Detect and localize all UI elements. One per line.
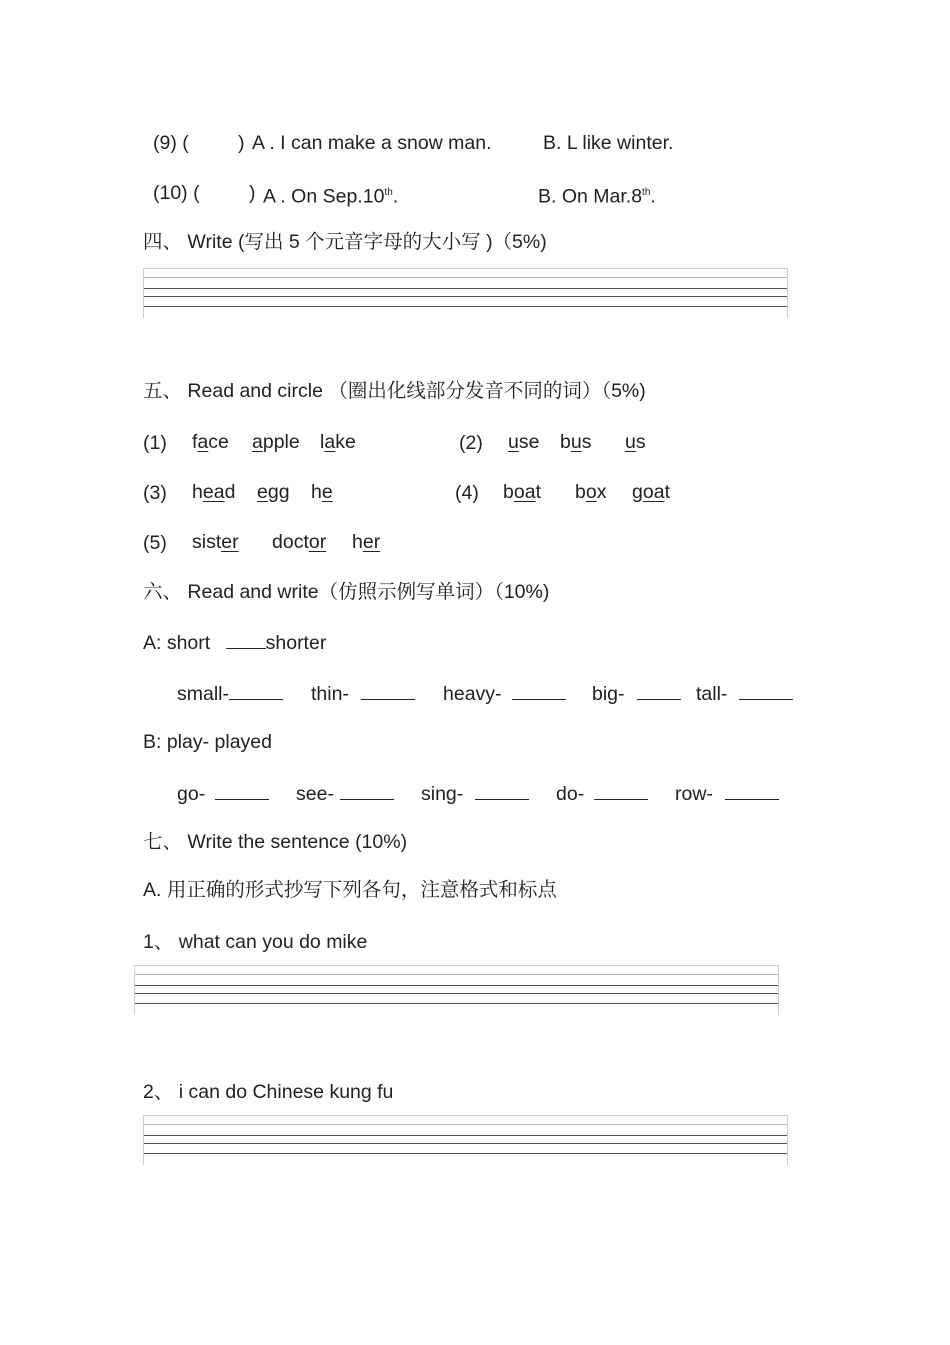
- q9-answer-paren: ): [238, 132, 245, 154]
- word-box: box: [575, 481, 607, 503]
- part-a-item-tall: tall-: [696, 681, 793, 706]
- writing-lines-1[interactable]: [143, 268, 788, 318]
- circle-row-1-number: (1): [143, 432, 167, 454]
- part-a-item-big: big-: [592, 681, 681, 706]
- answer-blank[interactable]: [475, 781, 529, 800]
- circle-row-4-number: (4): [455, 482, 479, 504]
- word-use: use: [508, 431, 540, 453]
- part-b-item-go: go-: [177, 781, 269, 806]
- part-a-item-small: small-: [177, 681, 283, 706]
- answer-blank[interactable]: [229, 681, 283, 700]
- part-b-item-do: do-: [556, 781, 648, 806]
- word-doctor: doctor: [272, 531, 327, 553]
- q10-answer-paren: ): [249, 182, 256, 204]
- word-sister: sister: [192, 531, 239, 553]
- sentence-1: 1、 what can you do mike: [143, 931, 368, 953]
- circle-row-2-number: (2): [459, 432, 483, 454]
- circle-row-3-number: (3): [143, 482, 167, 504]
- word-lake: lake: [320, 431, 356, 453]
- answer-blank[interactable]: [361, 681, 415, 700]
- word-bus: bus: [560, 431, 592, 453]
- word-he: he: [311, 481, 333, 503]
- word-apple: apple: [252, 431, 300, 453]
- word-goat: goat: [632, 481, 670, 503]
- q10-number: (10) (: [153, 182, 200, 204]
- answer-blank[interactable]: [512, 681, 566, 700]
- word-face: face: [192, 431, 229, 453]
- q10-option-a: A . On Sep.10th.: [263, 185, 399, 208]
- word-head: head: [192, 481, 236, 503]
- answer-blank[interactable]: [594, 781, 648, 800]
- sentence-2: 2、 i can do Chinese kung fu: [143, 1081, 394, 1103]
- word-us: us: [625, 431, 646, 453]
- answer-blank[interactable]: [739, 681, 793, 700]
- answer-blank[interactable]: [725, 781, 779, 800]
- q9-option-b: B. L like winter.: [543, 132, 674, 154]
- section-7-title: 七、 Write the sentence (10%): [143, 831, 408, 853]
- writing-lines-3[interactable]: [143, 1115, 788, 1165]
- q9-option-a: A . I can make a snow man.: [252, 132, 492, 154]
- part-b-item-see: see-: [296, 781, 394, 806]
- word-egg: egg: [257, 481, 290, 503]
- circle-row-5-number: (5): [143, 532, 167, 554]
- question-9: [153, 131, 189, 155]
- word-her: her: [352, 531, 381, 553]
- q10-option-b: B. On Mar.8th.: [538, 185, 656, 208]
- section-4-title: 四、 Write (写出 5 个元音字母的大小写 )（5%): [143, 231, 547, 253]
- q9-number: (9) (: [153, 132, 189, 154]
- part-a-item-heavy: heavy-: [443, 681, 566, 706]
- part-a-item-thin: thin-: [311, 681, 415, 706]
- section-6-title: 六、 Read and write（仿照示例写单词）（10%): [143, 581, 550, 603]
- answer-blank[interactable]: [215, 781, 269, 800]
- section-5-title: 五、 Read and circle （圈出化线部分发音不同的词）（5%): [143, 380, 646, 402]
- answer-blank[interactable]: [637, 681, 681, 700]
- part-a-example: A: short shorter: [143, 632, 327, 654]
- section-7-instruction: A. 用正确的形式抄写下列各句，注意格式和标点: [143, 879, 557, 901]
- part-b-example: B: play- played: [143, 731, 272, 753]
- part-b-item-row: row-: [675, 781, 779, 806]
- word-boat: boat: [503, 481, 541, 503]
- part-b-item-sing: sing-: [421, 781, 529, 806]
- writing-lines-2[interactable]: [134, 965, 779, 1015]
- answer-blank[interactable]: [340, 781, 394, 800]
